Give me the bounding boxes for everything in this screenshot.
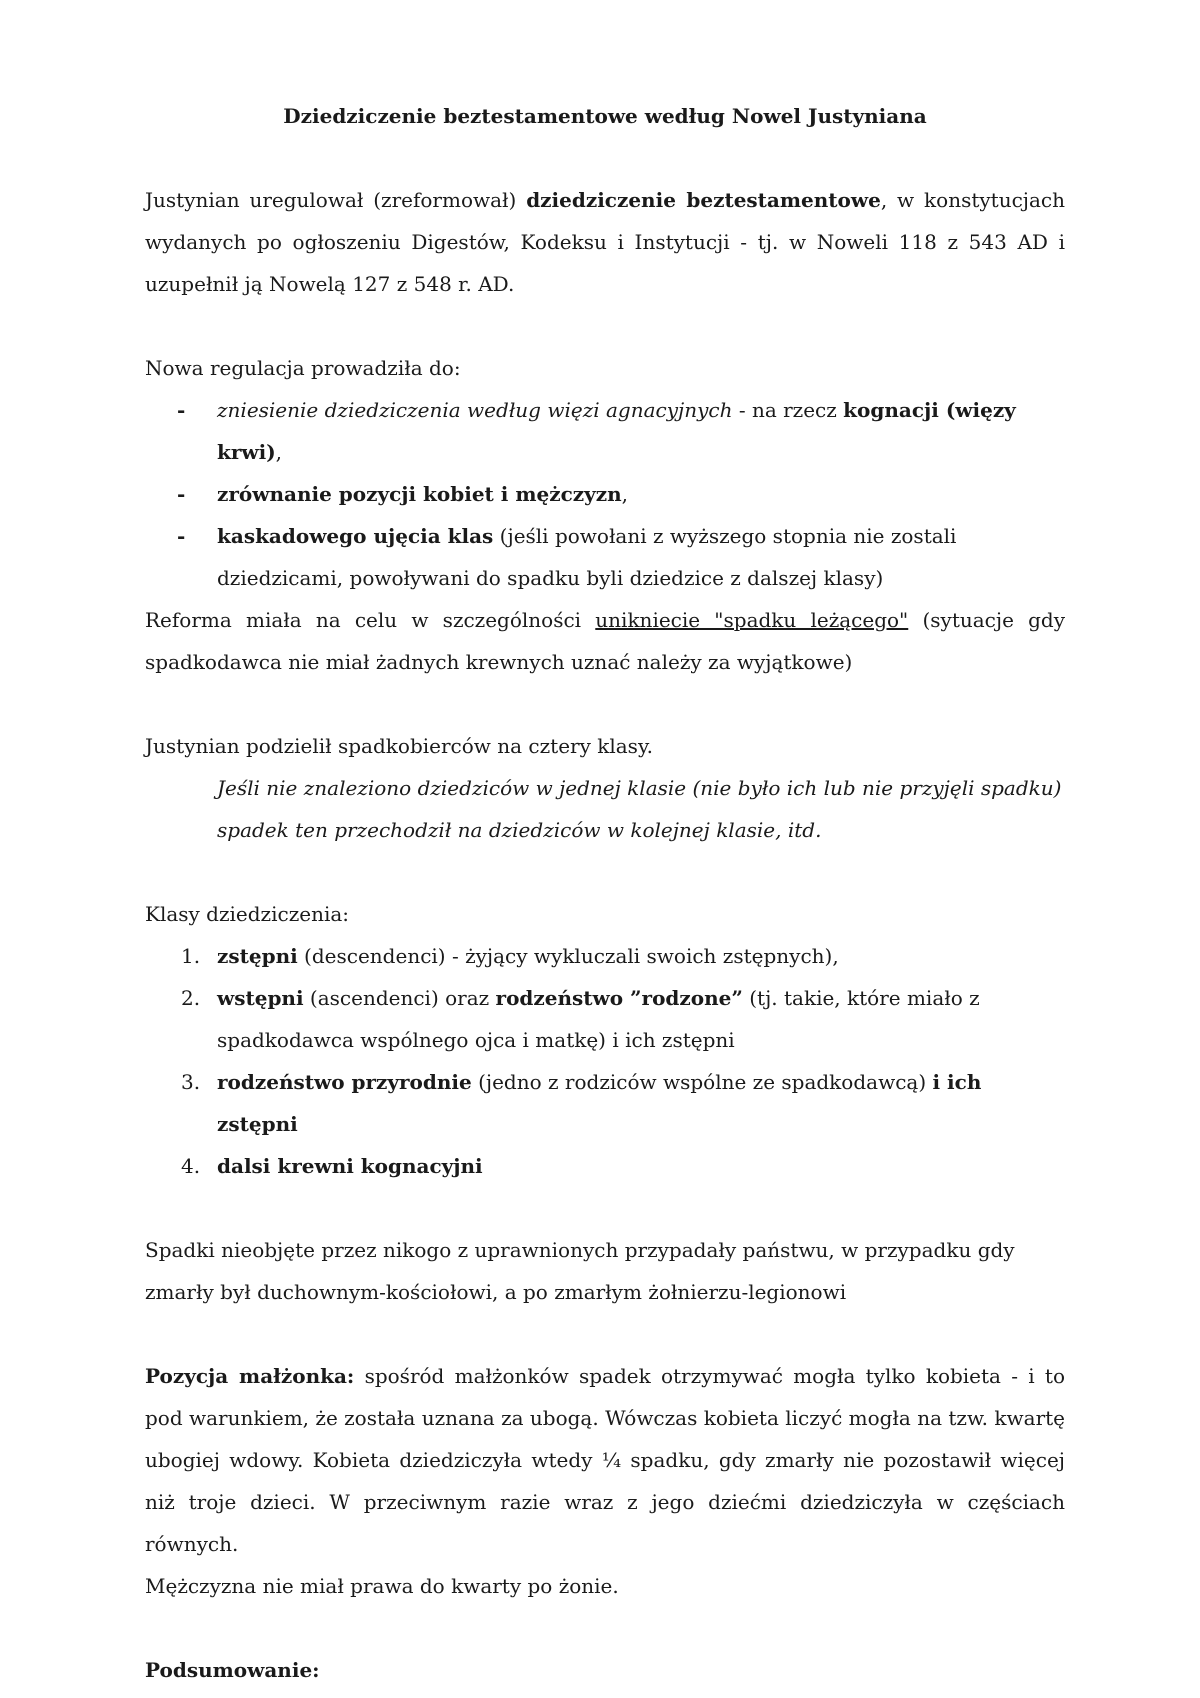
reform-paragraph: [145, 599, 1065, 683]
list-item: [145, 1061, 1065, 1145]
list-item: [145, 935, 1065, 977]
item-number: 1.: [181, 944, 201, 968]
list-item: [145, 1145, 1065, 1187]
item-text-end: (tj. takie, które miało z spadkodawca wspólnego ojca i matkę) i ich zstępni: [217, 986, 980, 1052]
spacer: [145, 683, 1065, 725]
classes-intro-lead: Justynian podzielił spadkobierców na cztery klasy.: [145, 734, 653, 758]
list-item: [145, 977, 1065, 1061]
item-bold-2: i ich zstępni: [217, 1070, 982, 1136]
item-text: (jeśli powołani z wyższego stopnia nie zostali dziedzicami, powoływani do spadku byli dziedzice z dalszej klasy): [217, 524, 957, 590]
item-bold: zrównanie pozycji kobiet i mężczyzn: [217, 482, 622, 506]
classes-list: [145, 935, 1065, 1187]
item-number: 2.: [181, 986, 201, 1010]
item-bold: wstępni: [217, 986, 304, 1010]
page-title: Dziedziczenie beztestamentowe według Nowel Justyniana: [283, 104, 927, 128]
item-text: (descendenci) - żyjący wykluczali swoich zstępnych),: [297, 944, 839, 968]
spouse-paragraph: [145, 1355, 1065, 1565]
reform-underlined: unikniecie "spadku leżącego": [595, 608, 909, 632]
item-text: (ascendenci) oraz: [303, 986, 496, 1010]
item-number: 3.: [181, 1070, 201, 1094]
classes-lead: Klasy dziedziczenia:: [145, 902, 350, 926]
list-item: [145, 389, 1065, 473]
item-bold: zstępni: [217, 944, 298, 968]
summary-heading: [145, 1649, 1065, 1691]
spouse-heading: Pozycja małżonka:: [145, 1364, 355, 1388]
item-text: (jedno z rodziców wspólne ze spadkodawcą): [471, 1070, 933, 1094]
spouse-text: spośród małżonków spadek otrzymywać mogła tylko kobieta - i to pod warunkiem, że została uznana za ubogą. Wówczas kobieta liczyć mogła na tzw. kwartę ubogiej wdowy. Kobieta dziedziczyła wtedy ¼ spadku, gdy zmarły nie pozostawił więcej niż troje dzieci. W przeciwnym razie wraz z jego dziećmi dziedziczyła w częściach równych.: [145, 1364, 1065, 1556]
item-text-end: ,: [275, 440, 283, 464]
reform-text-2: (sytuacje gdy spadkodawca nie miał żadnych krewnych uznać należy za wyjątkowe): [145, 608, 1065, 674]
summary-bold: Podsumowanie:: [145, 1658, 320, 1682]
spacer: [145, 305, 1065, 347]
list-item: [145, 515, 1065, 599]
item-bold: kognacji (więzy krwi): [217, 398, 1016, 464]
regulation-lead: Nowa regulacja prowadziła do:: [145, 356, 461, 380]
item-bold-2: rodzeństwo ”rodzone”: [495, 986, 743, 1010]
item-bold: dalsi krewni kognacyjni: [217, 1154, 483, 1178]
spouse-last-line: Mężczyzna nie miał prawa do kwarty po żonie.: [145, 1574, 619, 1598]
item-text-end: ,: [621, 482, 628, 506]
intro-text-1: Justynian uregulował (zreformował): [145, 188, 527, 212]
intro-paragraph: [145, 179, 1065, 305]
item-bold: rodzeństwo przyrodnie: [217, 1070, 472, 1094]
unclaimed-paragraph: Spadki nieobjęte przez nikogo z uprawnionych przypadały państwu, w przypadku gdy zmarły był duchownym-kościołowi, a po zmarłym żołnierzu-legionowi: [145, 1238, 1015, 1304]
item-text: - na rzecz: [732, 398, 844, 422]
list-item: [145, 473, 1065, 515]
intro-text-2: , w konstytucjach wydanych po ogłoszeniu Digestów, Kodeksu i Instytucji - tj. w Noweli 118 z 543 AD i uzupełnił ją Nowelą 127 z 548 r. AD.: [145, 188, 1066, 296]
spacer: [145, 1607, 1065, 1649]
intro-bold-term: dziedziczenie beztestamentowe: [526, 188, 881, 212]
spacer: [145, 851, 1065, 893]
dash-bullet: -: [177, 398, 186, 422]
item-bold: kaskadowego ujęcia klas: [217, 524, 494, 548]
spacer: [145, 1187, 1065, 1229]
dash-bullet: -: [177, 524, 186, 548]
regulation-list: [145, 389, 1065, 599]
document-page: [145, 95, 1065, 1691]
classes-intro-italic: Jeśli nie znaleziono dziedziców w jednej klasie (nie było ich lub nie przyjęli spadku) spadek ten przechodził na dziedziców w kolejnej klasie, itd.: [217, 776, 1062, 842]
spacer: [145, 1313, 1065, 1355]
item-italic: zniesienie dziedziczenia według więzi agnacyjnych: [217, 398, 733, 422]
dash-bullet: -: [177, 482, 186, 506]
reform-text-1: Reforma miała na celu w szczególności: [145, 608, 596, 632]
item-number: 4.: [181, 1154, 201, 1178]
